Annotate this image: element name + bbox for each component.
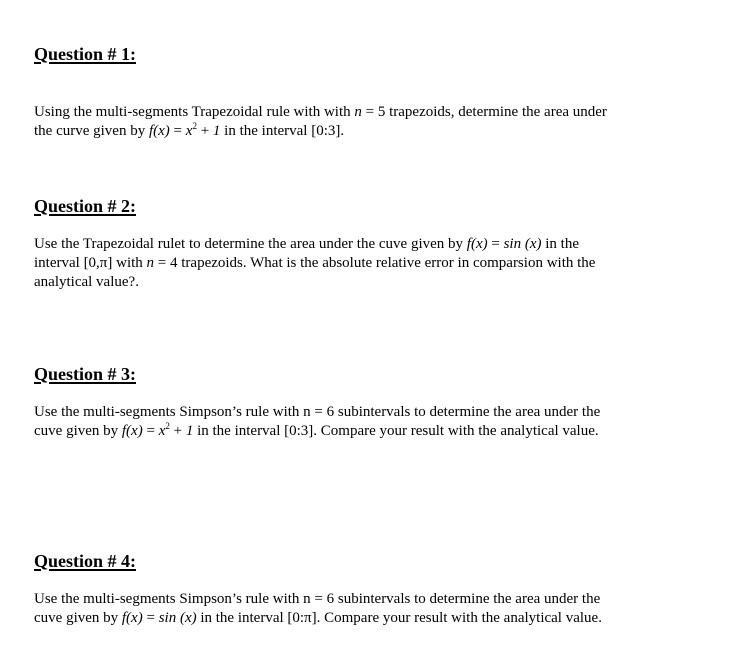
math-term: x <box>185 123 193 139</box>
math-term: f(x) <box>466 236 488 252</box>
math-term: 1 <box>185 423 194 439</box>
text-run: cuve given by <box>34 610 122 626</box>
text-run: Use the multi-segments Simpson’s rule with n = 6 subintervals to determine the area under the <box>34 404 601 420</box>
text-run: in the interval [0:3]. <box>220 123 345 139</box>
text-run: Use the multi-segments Simpson’s rule with n = 6 subintervals to determine the area under the <box>34 591 601 607</box>
text-run: the curve given by <box>34 123 149 139</box>
text-run: in the interval [0:3]. Compare your result with the analytical value. <box>193 423 599 439</box>
text-run: in the <box>541 236 579 252</box>
question-4-text <box>34 590 694 628</box>
text-run: cuve given by <box>34 423 122 439</box>
text-run: Using the multi-segments Trapezoidal rule with with <box>34 104 355 120</box>
text-run: interval [0,π] with <box>34 255 147 271</box>
question-1-heading: Question # 1: <box>34 44 137 64</box>
math-term: f(x) <box>121 610 143 626</box>
math-term: sin (x) <box>158 610 197 626</box>
question-line <box>34 103 694 122</box>
question-line <box>34 403 694 422</box>
text-run: in the interval [0:π]. Compare your result with the analytical value. <box>196 610 602 626</box>
text-run: + <box>196 123 213 139</box>
question-2-heading: Question # 2: <box>34 196 137 216</box>
text-run: = <box>142 423 159 439</box>
math-term: n <box>146 255 155 271</box>
math-term: x <box>158 423 166 439</box>
question-3-heading: Question # 3: <box>34 364 137 384</box>
question-4-heading: Question # 4: <box>34 551 137 571</box>
math-term: 1 <box>212 123 221 139</box>
text-run: = <box>487 236 504 252</box>
text-run: analytical value?. <box>34 274 139 290</box>
text-run: = <box>142 610 159 626</box>
math-term: n <box>354 104 362 120</box>
question-2-text <box>34 235 694 292</box>
math-term: f(x) <box>121 423 143 439</box>
text-run: = 5 trapezoids, determine the area under <box>361 104 607 120</box>
question-line <box>34 235 694 254</box>
question-line <box>34 254 694 273</box>
text-run: + <box>169 423 186 439</box>
superscript: 2 <box>192 121 197 131</box>
math-term: sin (x) <box>503 236 542 252</box>
question-line <box>34 122 694 141</box>
text-run: = <box>169 123 186 139</box>
text-run: Use the Trapezoidal rulet to determine the area under the cuve given by <box>34 236 467 252</box>
text-run: = 4 trapezoids. What is the absolute relative error in comparsion with the <box>154 255 596 271</box>
math-term: f(x) <box>148 123 170 139</box>
question-line <box>34 422 694 441</box>
question-line <box>34 590 694 609</box>
question-line <box>34 609 694 628</box>
question-3-text <box>34 403 694 441</box>
superscript: 2 <box>165 421 170 431</box>
question-line <box>34 273 694 292</box>
question-1-text <box>34 103 694 141</box>
